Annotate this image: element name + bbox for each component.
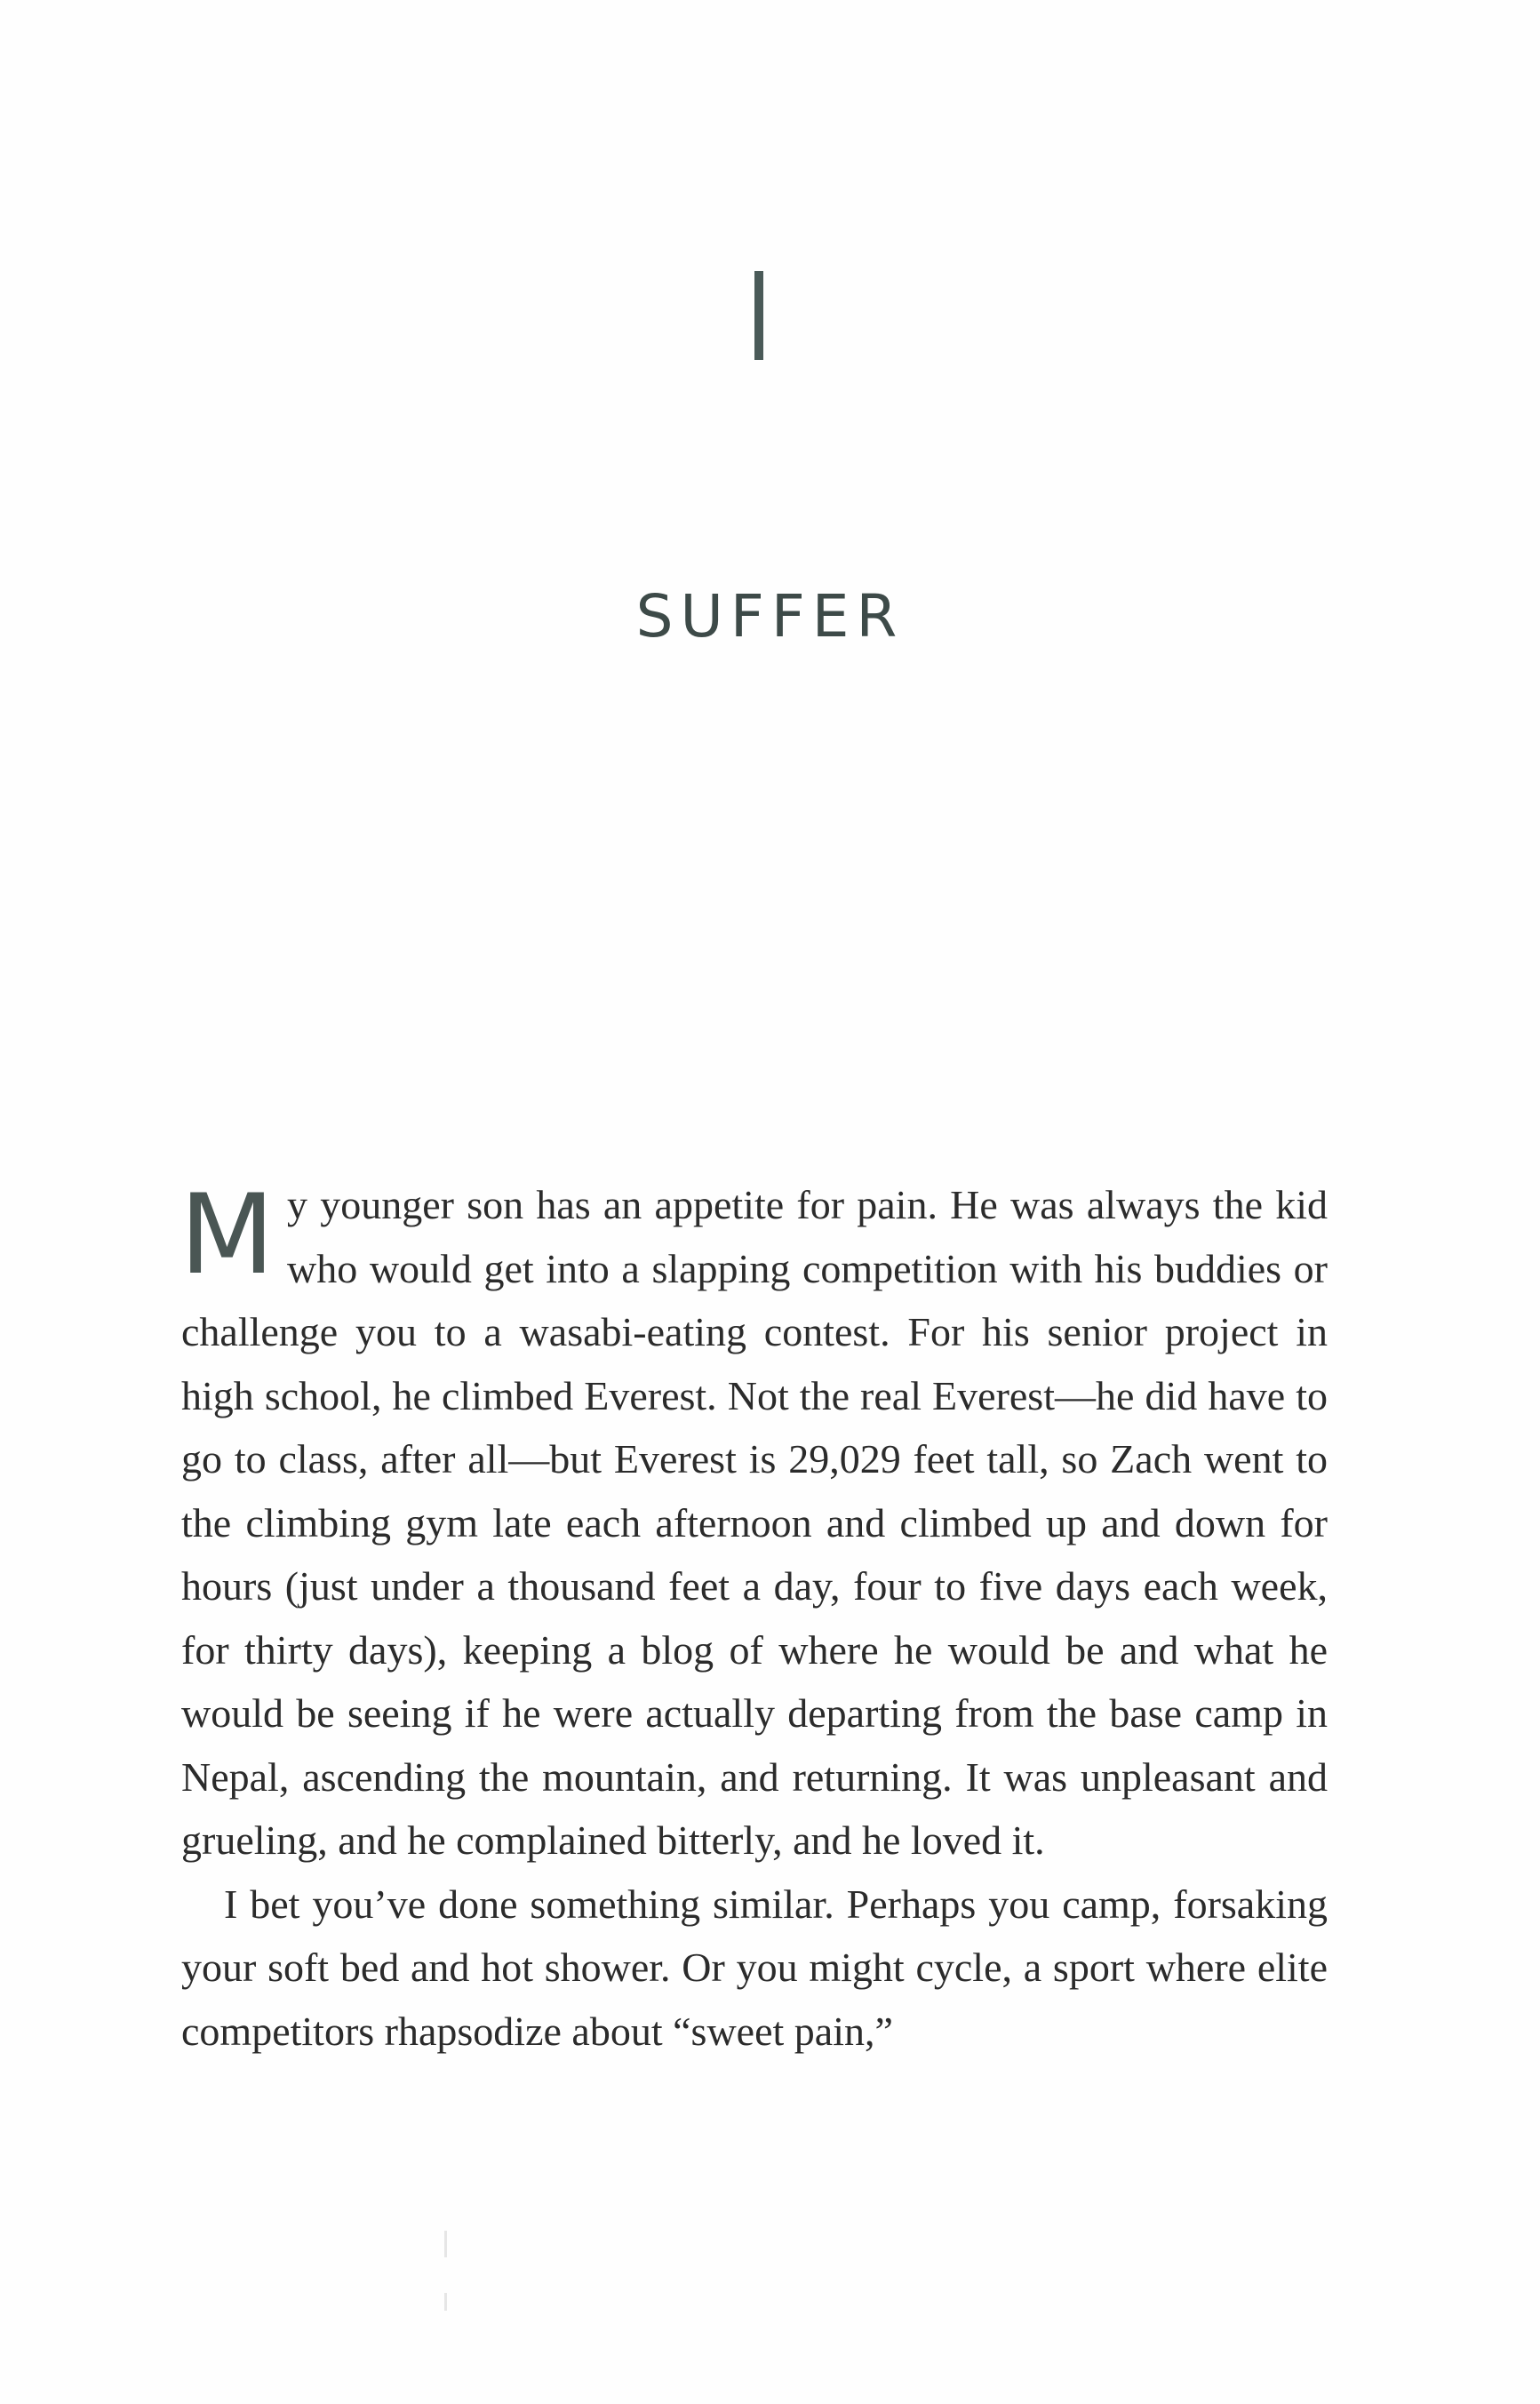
- paragraph-1: [181, 1173, 1328, 1873]
- chapter-title: SUFFER: [635, 582, 905, 651]
- paragraph-2: I bet you’ve done something similar. Perhaps you camp, forsaking your soft bed and hot shower. Or you might cycle, a sport where elite competitors rhapsodize about “sweet pain,”: [181, 1881, 1328, 2054]
- chapter-number-glyph: [754, 271, 763, 360]
- chapter-body: [181, 1173, 1328, 2063]
- paragraph-1-text: y younger son has an appetite for pain. He was always the kid who would get into a slapping competition with his buddies or challenge you to a wasabi-eating contest. For his senior project in high school, he climbed Everest. Not the real Everest—he did have to go to class, after all—but Everest is 29,029 feet tall, so Zach went to the climbing gym late each afternoon and climbed up and down for hours (just under a thousand feet a day, four to five days each week, for thirty days), keeping a blog of where he would be and what he would be seeing if he were actually departing from the base camp in Nepal, ascending the mountain, and returning. It was unpleasant and grueling, and he complained bitterly, and he loved it.: [181, 1182, 1328, 1863]
- scan-artifact: [444, 2231, 447, 2257]
- scan-artifact: [444, 2293, 447, 2311]
- drop-cap: M: [180, 1171, 275, 1299]
